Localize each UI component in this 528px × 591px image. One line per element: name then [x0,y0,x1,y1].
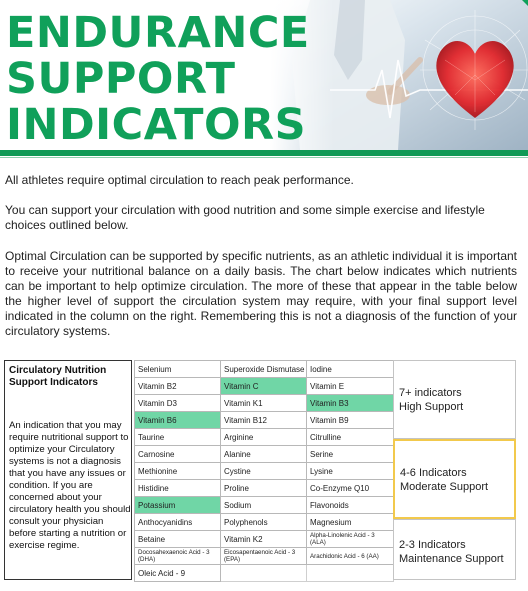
nutrient-cell: Vitamin E [307,378,394,395]
title-line-2: SUPPORT [6,54,236,104]
support-level-label: Moderate Support [400,481,489,493]
nutrient-cell: Iodine [307,361,394,378]
nutrient-row [135,497,394,514]
nutrient-cell: Co-Enzyme Q10 [307,480,394,497]
nutrient-cell: Polyphenols [221,514,307,531]
nutrient-row [135,429,394,446]
support-level-column [393,360,516,580]
header-banner [0,0,528,150]
nutrient-row [135,446,394,463]
nutrient-cell: Potassium [135,497,221,514]
support-level-count: 7+ indicators [399,387,462,399]
nutrient-cell: Vitamin B3 [307,395,394,412]
nutrient-cell: Arginine [221,429,307,446]
nutrient-cell: Vitamin D3 [135,395,221,412]
nutrient-cell: Betaine [135,531,221,548]
nutrient-cell: Citrulline [307,429,394,446]
nutrient-cell: Alpha-Linolenic Acid - 3 (ALA) [307,531,394,548]
nutrient-cell: Vitamin B6 [135,412,221,429]
nutrient-row [135,480,394,497]
header-divider [0,150,528,156]
intro-paragraph-3: Optimal Circulation can be supported by specific nutrients, as an athletic individual it is important to receive your nutritional balance on a daily basis. The chart below indicates which nutrients can be important to help optimize circulation. The more of these that appear in the table below the higher level of support the circulation system may require, with your final support level indicated in the column on the right. Remembering this is not a diagnosis of the function of your circulatory systems. [5,249,517,338]
nutrient-cell: Vitamin B12 [221,412,307,429]
nutrient-cell: Vitamin K2 [221,531,307,548]
empty-cell [307,565,394,582]
nutrient-cell: Magnesium [307,514,394,531]
nutrient-cell: Arachidonic Acid - 6 (AA) [307,548,394,565]
nutrient-cell: Vitamin B9 [307,412,394,429]
nutrient-cell: Alanine [221,446,307,463]
nutrient-grid [134,360,394,582]
nutrient-cell: Sodium [221,497,307,514]
nutrient-cell: Carnosine [135,446,221,463]
nutrient-cell: Lysine [307,463,394,480]
nutrient-cell: Anthocyanidins [135,514,221,531]
nutrient-cell: Oleic Acid - 9 [135,565,221,582]
support-level-maintenance [393,519,516,580]
nutrient-cell: Cystine [221,463,307,480]
empty-cell [221,565,307,582]
nutrient-cell: Vitamin K1 [221,395,307,412]
nutrient-cell: Taurine [135,429,221,446]
support-level-label: High Support [399,401,464,413]
support-level-count: 2-3 Indicators [399,539,466,551]
nutrient-row [135,378,394,395]
table-title: Circulatory Nutrition Support Indicators [9,365,107,388]
nutrient-cell: Histidine [135,480,221,497]
support-level-high [393,360,516,439]
header-divider-thin [0,157,528,158]
support-level-count: 4-6 Indicators [400,467,467,479]
intro-paragraph-2: You can support your circulation with good nutrition and some simple exercise and lifestyle choices outlined below. [5,203,485,232]
nutrient-row [135,565,394,582]
nutrient-cell: Vitamin B2 [135,378,221,395]
nutrient-row [135,463,394,480]
support-level-moderate [393,439,516,519]
nutrient-row [135,412,394,429]
nutrient-row [135,395,394,412]
support-level-label: Maintenance Support [399,553,504,565]
nutrient-cell: Selenium [135,361,221,378]
intro-paragraph-1: All athletes require optimal circulation to reach peak performance. [5,173,354,187]
nutrient-row [135,531,394,548]
title-line-1: ENDURANCE [6,8,310,58]
table-description: An indication that you may require nutritional support to optimize your Circulatory systems is not a diagnosis that you have any issues or condition. If you are concerned about your circulatory health you should consult your physician before starting a nutrition or exercise regime. [9,420,131,551]
nutrient-cell: Serine [307,446,394,463]
nutrient-row [135,361,394,378]
nutrient-cell: Vitamin C [221,378,307,395]
nutrient-cell: Eicosapentaenoic Acid - 3 (EPA) [221,548,307,565]
nutrient-cell: Methionine [135,463,221,480]
indicator-description-panel [4,360,132,580]
nutrient-row [135,514,394,531]
nutrient-cell: Docosahexaenoic Acid - 3 (DHA) [135,548,221,565]
nutrient-cell: Flavonoids [307,497,394,514]
nutrient-cell: Proline [221,480,307,497]
page-title [6,10,310,148]
nutrient-cell: Superoxide Dismutase [221,361,307,378]
nutrient-row [135,548,394,565]
title-line-3: INDICATORS [6,100,307,150]
